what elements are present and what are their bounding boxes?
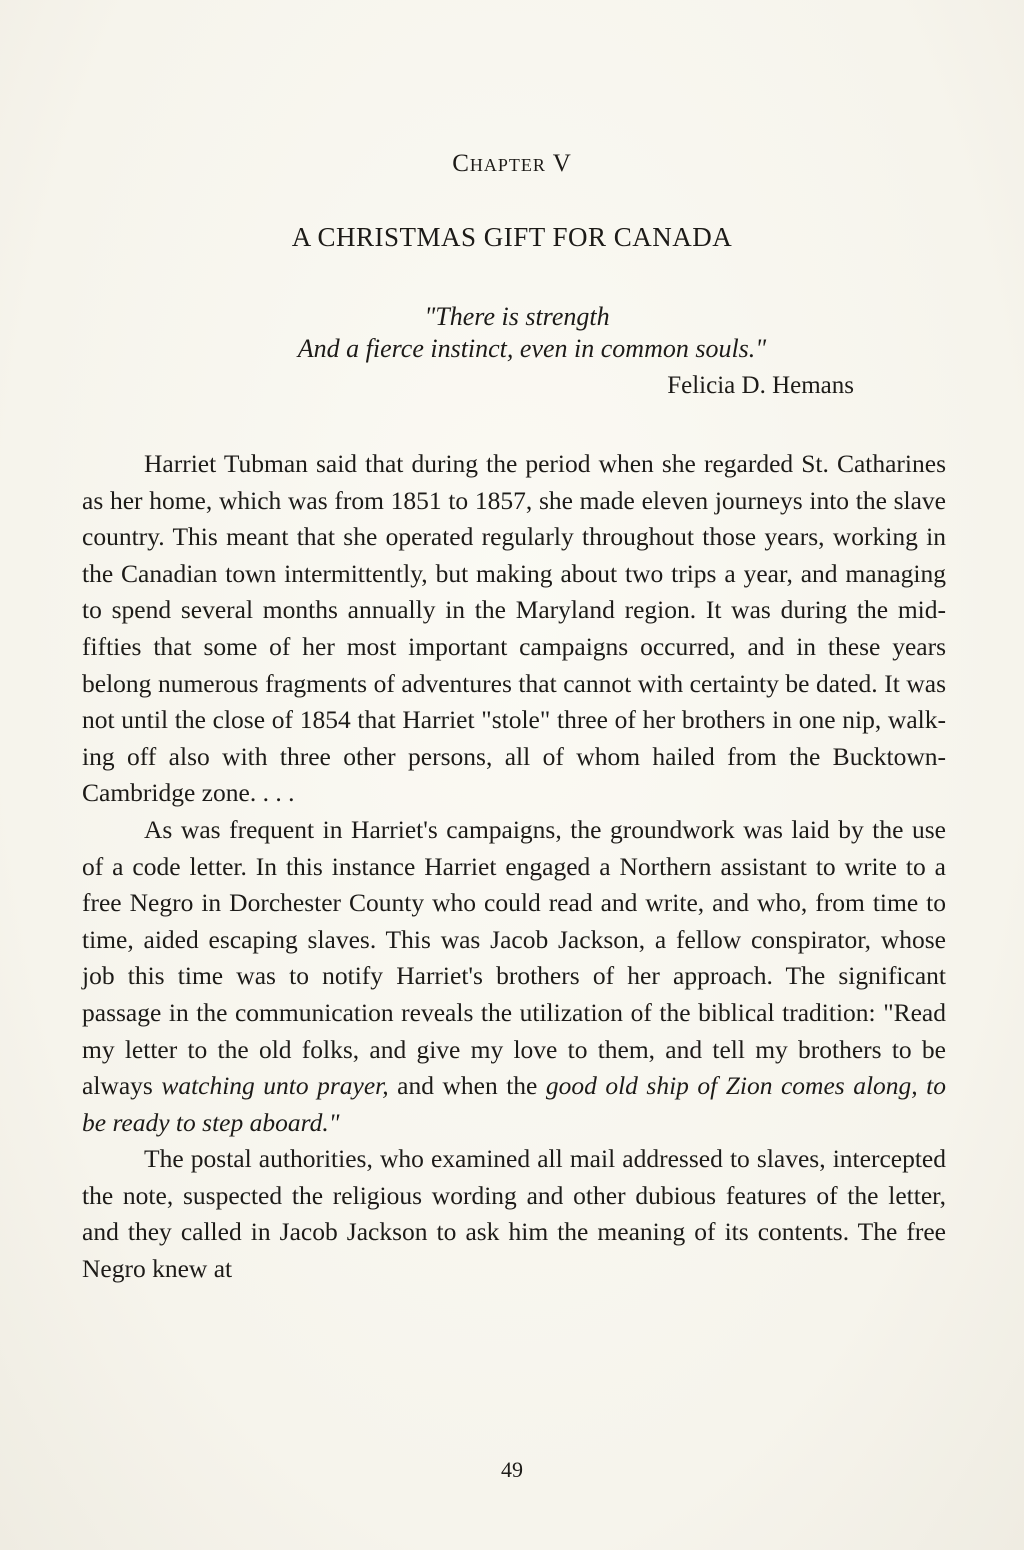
epigraph-line-2: And a fierce instinct, even in common souls.": [297, 334, 767, 363]
italic-phrase: watching unto prayer,: [161, 1071, 389, 1101]
chapter-title: A CHRISTMAS GIFT FOR CANADA: [291, 222, 733, 252]
paragraph-text: As was frequent in Harriet's campaigns, the groundwork was laid by the use of a code letter. In this instance Harriet engaged a Northern assistant to write to a free Negro in Dorchester County who could read and write, and who, from time to time, aided escaping slaves. This was Jacob Jackson, a fellow conspirator, whose job this time was to notify Harriet's brothers of her approach. The significant passage in the communication reveals the utilization of the biblical tradition: "Read my letter to the old folks, and give my love to them, and tell my brothers to be always: [82, 814, 946, 1101]
paragraph-text: The postal authorities, who examined all mail addressed to slaves, intercepted the note, suspected the religious wording and other dubious features of the letter, and they called in Jacob Jackson to ask him the meaning of its contents. The free Negro knew at: [82, 1144, 946, 1284]
paragraph: [82, 812, 946, 1141]
body-text: [82, 446, 946, 1288]
paragraph-text: and when the: [388, 1071, 546, 1101]
page-number: 49: [501, 1457, 523, 1482]
epigraph-line-1: "There is strength: [424, 302, 610, 331]
epigraph-author: Felicia D. Hemans: [667, 372, 854, 399]
chapter-label: Chapter V: [452, 150, 572, 177]
paragraph: [82, 1141, 946, 1287]
paragraph-text: Harriet Tubman said that during the period when she regarded St. Catharines as her home, which was from 1851 to 1857, she made eleven journeys into the slave country. This meant that she operated regularly throughout those years, working in the Canadian town intermittently, but making about two trips a year, and managing to spend several months annually in the Maryland region. It was during the mid-fifties that some of her most important campaigns occurred, and in these years belong numerous fragments of adventures that cannot with certainty be dated. It was not until the close of 1854 that Harriet "stole" three of her brothers in one nip, walking off also with three other persons, all of whom hailed from the Bucktown-Cambridge zone. . . .: [82, 449, 946, 808]
paragraph: [82, 446, 946, 812]
italic-phrase: good old ship of Zion comes along, to be ready to step aboard.": [82, 1071, 946, 1137]
